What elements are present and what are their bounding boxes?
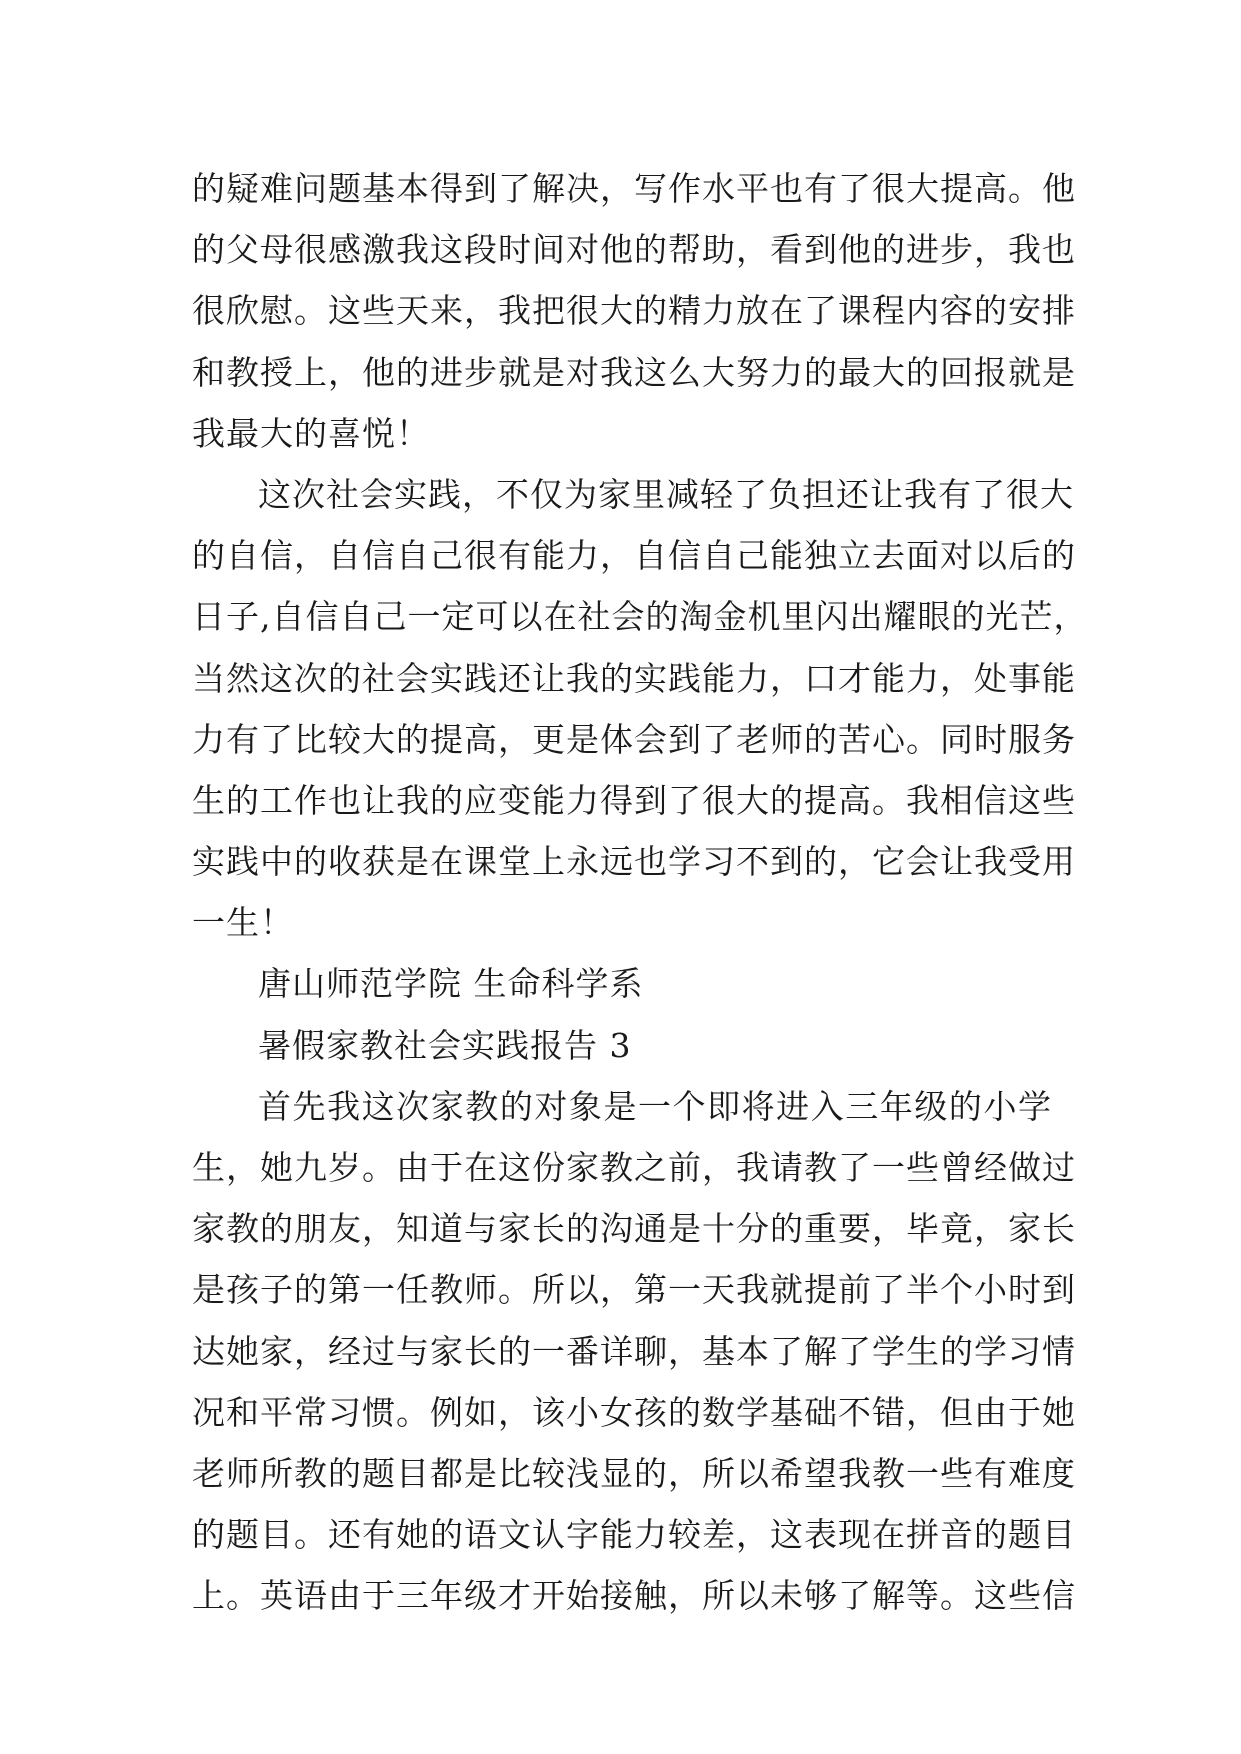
text-line: 况和平常习惯。例如，该小女孩的数学基础不错，但由于她 bbox=[192, 1392, 1076, 1432]
text-line: 的父母很感激我这段时间对他的帮助，看到他的进步，我也 bbox=[192, 230, 1076, 270]
text-line: 和教授上，他的进步就是对我这么大努力的最大的回报就是 bbox=[192, 352, 1076, 392]
text-line: 力有了比较大的提高，更是体会到了老师的苦心。同时服务 bbox=[192, 719, 1076, 759]
text-line: 实践中的收获是在课堂上永远也学习不到的，它会让我受用 bbox=[192, 842, 1076, 882]
text-line: 当然这次的社会实践还让我的实践能力，口才能力，处事能 bbox=[192, 658, 1076, 698]
text-line: 一生！ bbox=[192, 903, 294, 943]
text-line: 的自信，自信自己很有能力，自信自己能独立去面对以后的 bbox=[192, 536, 1076, 576]
text-line: 上。英语由于三年级才开始接触，所以未够了解等。这些信 bbox=[192, 1576, 1076, 1616]
text-line: 首先我这次家教的对象是一个即将进入三年级的小学 bbox=[258, 1086, 1052, 1126]
text-line: 日子,自信自己一定可以在社会的淘金机里闪出耀眼的光芒， bbox=[192, 597, 1088, 637]
document-body bbox=[192, 158, 1088, 1627]
text-line: 家教的朋友，知道与家长的沟通是十分的重要，毕竟，家长 bbox=[192, 1209, 1076, 1249]
text-line: 的疑难问题基本得到了解决，写作水平也有了很大提高。他 bbox=[192, 169, 1076, 208]
text-line: 唐山师范学院 生命科学系 bbox=[258, 964, 644, 1004]
text-line: 很欣慰。这些天来，我把很大的精力放在了课程内容的安排 bbox=[192, 291, 1076, 331]
text-line: 生，她九岁。由于在这份家教之前，我请教了一些曾经做过 bbox=[192, 1148, 1076, 1187]
text-line: 暑假家教社会实践报告 3 bbox=[258, 1025, 632, 1065]
text-line: 达她家，经过与家长的一番详聊，基本了解了学生的学习情 bbox=[192, 1331, 1076, 1371]
text-line: 我最大的喜悦！ bbox=[192, 413, 430, 453]
text-line: 这次社会实践，不仅为家里减轻了负担还让我有了很大 bbox=[258, 474, 1074, 514]
text-line: 是孩子的第一任教师。所以，第一天我就提前了半个小时到 bbox=[192, 1270, 1076, 1310]
text-line: 老师所教的题目都是比较浅显的，所以希望我教一些有难度 bbox=[192, 1453, 1076, 1493]
text-line: 生的工作也让我的应变能力得到了很大的提高。我相信这些 bbox=[192, 780, 1076, 820]
text-line: 的题目。还有她的语文认字能力较差，这表现在拼音的题目 bbox=[192, 1515, 1076, 1555]
